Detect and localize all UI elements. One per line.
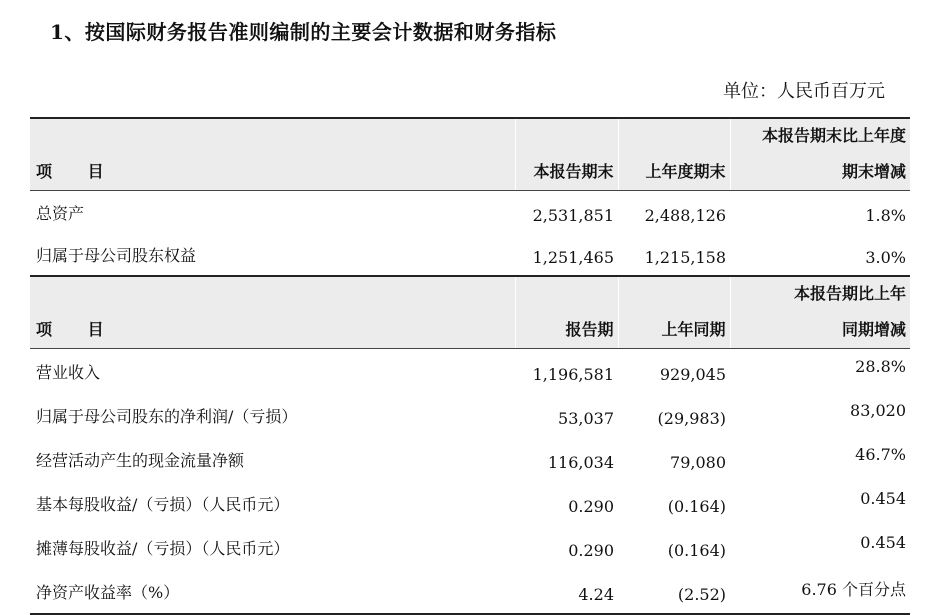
table-row (30, 393, 910, 437)
table-row (30, 191, 910, 234)
table-row (30, 233, 910, 276)
table-row (30, 569, 910, 614)
row-change: 46.7% (855, 445, 906, 464)
header-change: 本报告期末比上年度 期末增减 (730, 118, 910, 191)
row-label: 经营活动产生的现金流量净额 (36, 450, 245, 470)
row-change: 83,020 (850, 401, 906, 420)
row-label: 总资产 (36, 203, 85, 223)
table-header-row (30, 276, 910, 349)
header-period: 报告期 (515, 276, 618, 349)
row-value: 2,531,851 (532, 205, 614, 225)
header-item: 项 目 (30, 276, 515, 349)
row-change: 0.454 (860, 489, 906, 508)
table-row (30, 525, 910, 569)
header-item: 项 目 (30, 118, 515, 191)
row-value: (29,983) (657, 408, 726, 428)
row-value: 0.290 (568, 540, 614, 560)
row-value: (2.52) (618, 569, 730, 614)
row-value: 79,080 (670, 452, 726, 472)
header-change: 本报告期比上年 同期增减 (730, 276, 910, 349)
table-row (30, 481, 910, 525)
row-value: 4.24 (515, 569, 618, 614)
row-value: 1,215,158 (644, 247, 726, 267)
row-change: 1.8% (865, 205, 906, 225)
row-value: 1,196,581 (532, 364, 614, 384)
row-value: (0.164) (667, 540, 726, 560)
table-row (30, 349, 910, 394)
row-label: 营业收入 (36, 362, 101, 382)
row-value: (0.164) (667, 496, 726, 516)
row-value: 116,034 (547, 452, 614, 472)
row-value: 929,045 (659, 364, 726, 384)
row-value: 53,037 (558, 408, 614, 428)
header-prior-period: 上年同期 (618, 276, 730, 349)
row-label: 基本每股收益/（亏损）（人民币元） (36, 494, 290, 514)
row-change: 3.0% (865, 247, 906, 267)
financial-data-table (30, 117, 910, 615)
row-change: 6.76 个百分点 (730, 569, 910, 614)
table-header-row (30, 118, 910, 191)
row-value: 1,251,465 (532, 247, 614, 267)
row-label: 净资产收益率（%） (30, 569, 515, 614)
row-label: 摊薄每股收益/（亏损）（人民币元） (36, 538, 290, 558)
row-change: 28.8% (855, 357, 906, 376)
table-row (30, 437, 910, 481)
row-label: 归属于母公司股东权益 (36, 245, 197, 265)
unit-label: 单位：人民币百万元 (723, 81, 885, 102)
section-title: 1、按国际财务报告准则编制的主要会计数据和财务指标 (50, 20, 557, 44)
row-label: 归属于母公司股东的净利润/（亏损） (36, 406, 298, 426)
row-value: 0.290 (568, 496, 614, 516)
row-change: 0.454 (860, 533, 906, 552)
header-period-end: 本报告期末 (515, 118, 618, 191)
header-prior-year-end: 上年度期末 (618, 118, 730, 191)
row-value: 2,488,126 (644, 205, 726, 225)
